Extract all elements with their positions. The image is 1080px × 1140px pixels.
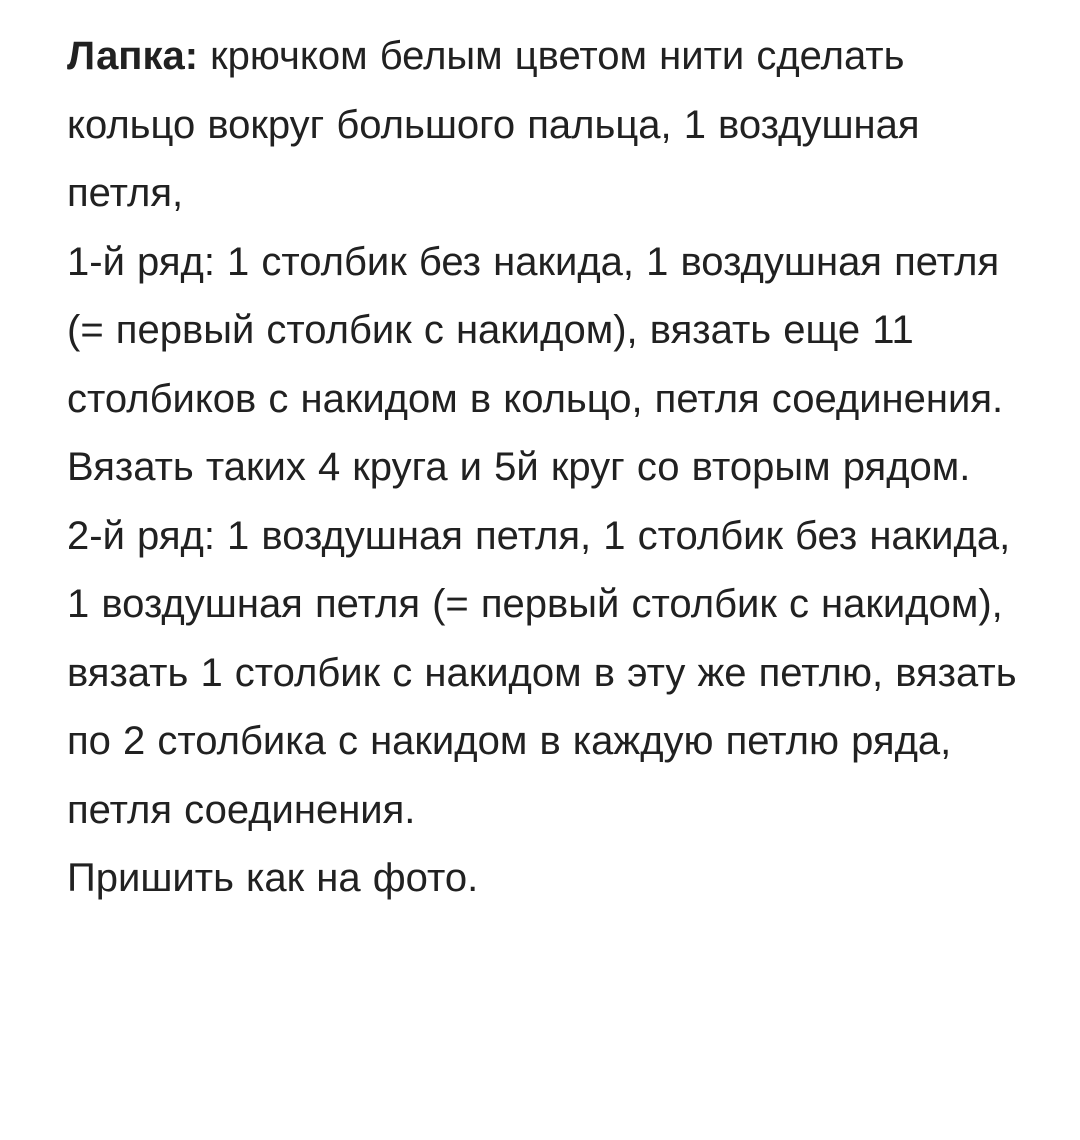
paragraph-circles [67,433,1040,502]
paragraph-row-2 [67,502,1040,845]
paragraph-text: 1-й ряд: 1 столбик без накида, 1 воздушная петля (= первый столбик с накидом), вязать еще 11 столбиков с накидом в кольцо, петля соединения. [67,239,1004,421]
paragraph-text: крючком белым цветом нити сделать кольцо вокруг большого пальца, 1 воздушная петля, [67,34,920,215]
paragraph-text: Вязать таких 4 круга и 5й круг со вторым рядом. [67,445,971,489]
paragraph-text: Пришить как на фото. [67,856,479,900]
paragraph-paw-intro [67,22,1040,228]
paw-heading: Лапка: [67,34,199,78]
paragraph-row-1 [67,228,1040,434]
paragraph-sew [67,844,1040,913]
paragraph-text: 2-й ряд: 1 воздушная петля, 1 столбик без накида, 1 воздушная петля (= первый столбик с накидом), вязать 1 столбик с накидом в эту же петлю, вязать по 2 столбика с накидом в каждую петлю ряда, петля соединения. [67,513,1017,832]
instructions-text [67,22,1040,913]
